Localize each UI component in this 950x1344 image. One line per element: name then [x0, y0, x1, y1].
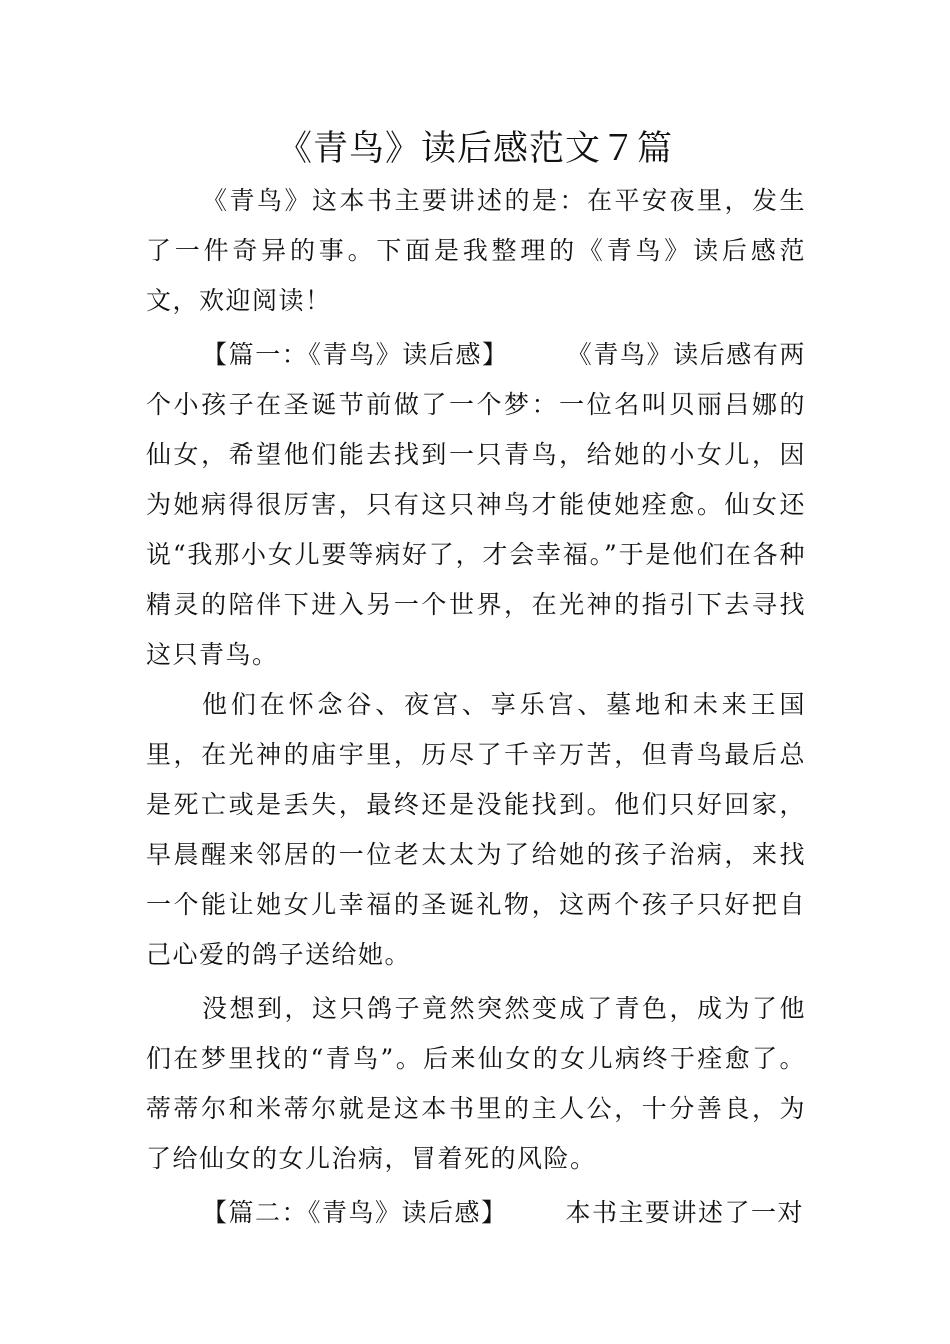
- section-1-paragraph-1: [146, 330, 806, 680]
- section-1-heading: 【篇一：《青鸟》读后感】: [202, 340, 509, 369]
- section-1-paragraph-3: 没想到，这只鸽子竟然突然变成了青色，成为了他们在梦里找的“青鸟”。后来仙女的女儿病终于痊愈了。蒂蒂尔和米蒂尔就是这本书里的主人公，十分善良，为了给仙女的女儿治病，冒着死的风险。: [146, 994, 806, 1173]
- section-2-paragraph-1: [146, 1188, 806, 1238]
- document-title: 《青鸟》读后感范文７篇: [276, 129, 673, 169]
- section-1-paragraph-2: 他们在怀念谷、夜宫、享乐宫、墓地和未来王国里，在光神的庙宇里，历尽了千辛万苦，但青鸟最后总是死亡或是丢失，最终还是没能找到。他们只好回家，早晨醒来邻居的一位老太太为了给她的孩子治病，来找一个能让她女儿幸福的圣诞礼物，这两个孩子只好把自己心爱的鸽子送给她。: [146, 690, 806, 969]
- document-body: [146, 176, 806, 1242]
- section-1-lead-text: 《青鸟》读后感有两个小孩子在圣诞节前做了一个梦：一位名叫贝丽吕娜的仙女，希望他们能去找到一只青鸟，给她的小女儿，因为她病得很厉害，只有这只神鸟才能使她痊愈。仙女还说“我那小女儿要等病好了，才会幸福。”于是他们在各种精灵的陪伴下进入另一个世界，在光神的指引下去寻找这只青鸟。: [146, 340, 806, 669]
- intro-paragraph: 《青鸟》这本书主要讲述的是：在平安夜里，发生了一件奇异的事。下面是我整理的《青鸟》读后感范文，欢迎阅读！: [146, 186, 806, 315]
- section-2-heading: 【篇二：《青鸟》读后感】: [202, 1198, 508, 1227]
- section-2-lead-text: 本书主要讲述了一对: [565, 1198, 805, 1227]
